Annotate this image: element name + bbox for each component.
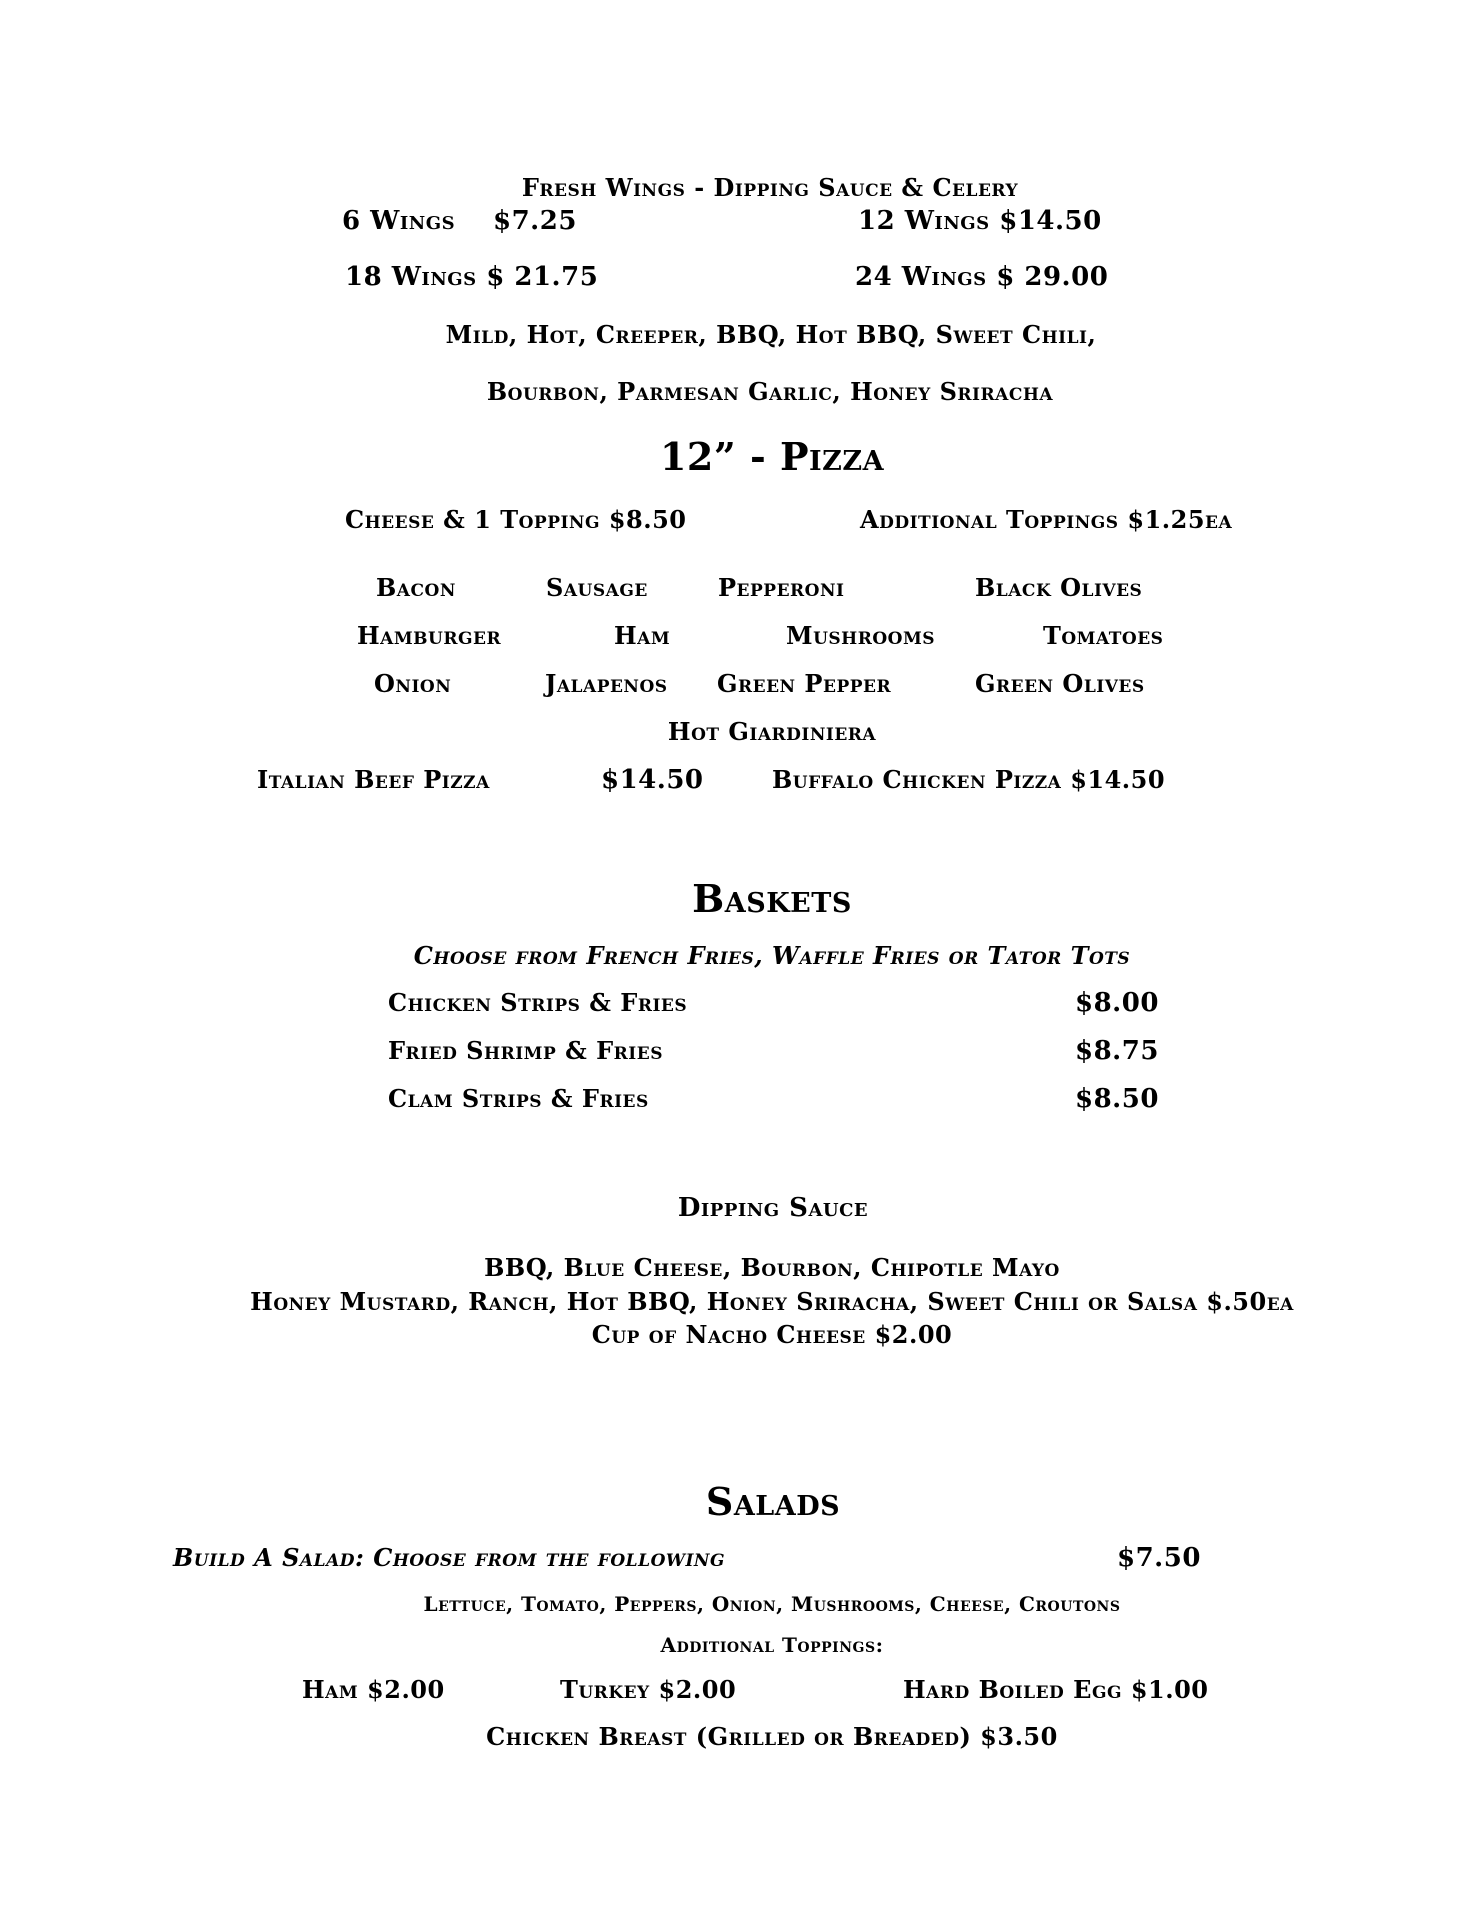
topping-ham: Ham bbox=[614, 621, 671, 650]
wings-18: 18 Wings $ 21.75 bbox=[345, 262, 599, 292]
topping-sausage: Sausage bbox=[546, 573, 648, 602]
italian-beef-pizza-label: Italian Beef Pizza bbox=[257, 765, 490, 794]
salad-topping-ham: Ham $2.00 bbox=[302, 1675, 445, 1704]
salad-topping-chicken: Chicken Breast (Grilled or Breaded) $3.50 bbox=[486, 1722, 1058, 1751]
wings-title: Fresh Wings - Dipping Sauce & Celery bbox=[521, 173, 1019, 202]
basket-item-price: $8.50 bbox=[1075, 1084, 1159, 1114]
topping-tomatoes: Tomatoes bbox=[1043, 621, 1164, 650]
topping-hamburger: Hamburger bbox=[357, 621, 502, 650]
dipping-sauce-heading: Dipping Sauce bbox=[677, 1193, 869, 1223]
topping-mushrooms: Mushrooms bbox=[786, 621, 936, 650]
baskets-heading: Baskets bbox=[692, 876, 852, 921]
topping-hot-giardiniera: Hot Giardiniera bbox=[667, 717, 877, 746]
wings-flavors-line-1: Mild, Hot, Creeper, BBQ, Hot BBQ, Sweet Chili, bbox=[445, 320, 1097, 349]
pizza-additional-toppings: Additional Toppings $1.25ea bbox=[860, 505, 1233, 534]
basket-item-name: Chicken Strips & Fries bbox=[388, 988, 688, 1017]
italian-beef-pizza-price: $14.50 bbox=[601, 765, 704, 795]
salad-ingredients: Lettuce, Tomato, Peppers, Onion, Mushrooms, Cheese, Croutons bbox=[423, 1592, 1121, 1616]
salads-heading: Salads bbox=[705, 1479, 841, 1524]
salad-additional-toppings-label: Additional Toppings: bbox=[660, 1633, 884, 1657]
basket-item-name: Fried Shrimp & Fries bbox=[388, 1036, 663, 1065]
baskets-subtitle: Choose from French Fries, Waffle Fries or Tator Tots bbox=[413, 941, 1131, 970]
wings-flavors-line-2: Bourbon, Parmesan Garlic, Honey Sriracha bbox=[486, 377, 1054, 406]
basket-item-price: $8.75 bbox=[1075, 1036, 1159, 1066]
dipping-sauce-line-2: Honey Mustard, Ranch, Hot BBQ, Honey Sriracha, Sweet Chili or Salsa $.50ea bbox=[250, 1287, 1294, 1316]
topping-green-pepper: Green Pepper bbox=[717, 669, 892, 698]
salad-topping-egg: Hard Boiled Egg $1.00 bbox=[903, 1675, 1209, 1704]
pizza-base-price: Cheese & 1 Topping $8.50 bbox=[345, 505, 687, 534]
build-a-salad-price: $7.50 bbox=[1117, 1543, 1201, 1573]
dipping-sauce-line-1: BBQ, Blue Cheese, Bourbon, Chipotle Mayo bbox=[484, 1253, 1060, 1282]
pizza-heading: 12” - Pizza bbox=[659, 434, 885, 479]
topping-green-olives: Green Olives bbox=[975, 669, 1145, 698]
wings-24: 24 Wings $ 29.00 bbox=[855, 262, 1109, 292]
topping-bacon: Bacon bbox=[376, 573, 456, 602]
buffalo-chicken-pizza: Buffalo Chicken Pizza $14.50 bbox=[772, 765, 1166, 794]
wings-6-price: $7.25 bbox=[493, 206, 577, 236]
wings-12: 12 Wings $14.50 bbox=[858, 206, 1102, 236]
basket-item-name: Clam Strips & Fries bbox=[388, 1084, 649, 1113]
build-a-salad-label: Build A Salad: Choose from the following bbox=[173, 1543, 725, 1572]
topping-pepperoni: Pepperoni bbox=[718, 573, 845, 602]
topping-black-olives: Black Olives bbox=[975, 573, 1143, 602]
topping-jalapenos: Jalapenos bbox=[545, 669, 668, 698]
topping-onion: Onion bbox=[374, 669, 452, 698]
salad-topping-turkey: Turkey $2.00 bbox=[560, 1675, 737, 1704]
basket-item-price: $8.00 bbox=[1075, 988, 1159, 1018]
dipping-sauce-line-3: Cup of Nacho Cheese $2.00 bbox=[591, 1320, 953, 1349]
wings-6-label: 6 Wings bbox=[342, 206, 456, 236]
